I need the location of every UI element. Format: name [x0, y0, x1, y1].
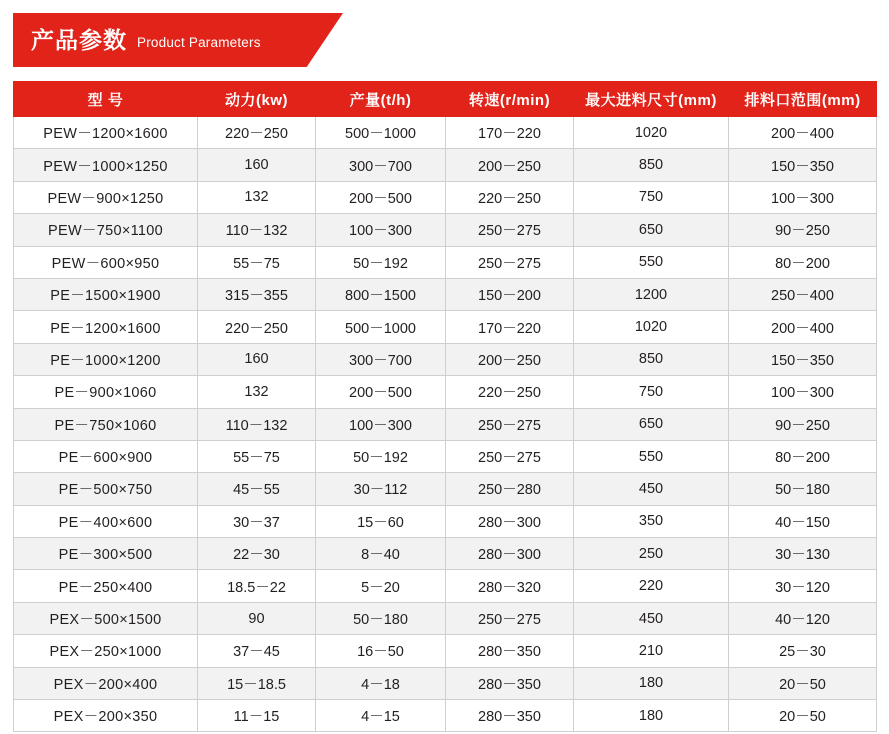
cell-max-feed-size: 550 [574, 440, 729, 472]
cell-capacity: 15－60 [316, 505, 446, 537]
table-row [14, 408, 877, 440]
cell-speed: 250－275 [446, 440, 574, 472]
cell-capacity: 4－15 [316, 700, 446, 732]
cell-capacity: 50－192 [316, 246, 446, 278]
table-row [14, 117, 877, 149]
cell-model: PEX－500×1500 [14, 602, 198, 634]
table-row [14, 635, 877, 667]
cell-capacity: 4－18 [316, 667, 446, 699]
banner-text-group [13, 13, 343, 67]
cell-capacity: 8－40 [316, 538, 446, 570]
cell-max-feed-size: 550 [574, 246, 729, 278]
parameters-table-container [13, 81, 876, 732]
banner-title-en: Product Parameters [137, 34, 261, 50]
table-header [14, 82, 877, 117]
cell-max-feed-size: 250 [574, 538, 729, 570]
cell-max-feed-size: 180 [574, 700, 729, 732]
parameters-table [13, 81, 877, 732]
cell-discharge-range: 90－250 [729, 408, 877, 440]
cell-speed: 150－200 [446, 278, 574, 310]
cell-capacity: 30－112 [316, 473, 446, 505]
column-header-power: 动力(kw) [198, 82, 316, 117]
cell-discharge-range: 30－120 [729, 570, 877, 602]
cell-power: 45－55 [198, 473, 316, 505]
cell-discharge-range: 20－50 [729, 667, 877, 699]
cell-max-feed-size: 750 [574, 181, 729, 213]
cell-capacity: 200－500 [316, 376, 446, 408]
cell-power: 18.5－22 [198, 570, 316, 602]
cell-discharge-range: 200－400 [729, 117, 877, 149]
table-body [14, 117, 877, 732]
section-banner [13, 13, 343, 67]
table-row [14, 149, 877, 181]
cell-speed: 250－275 [446, 214, 574, 246]
cell-speed: 280－350 [446, 700, 574, 732]
cell-model: PE－400×600 [14, 505, 198, 537]
cell-power: 160 [198, 149, 316, 181]
cell-power: 55－75 [198, 440, 316, 472]
cell-discharge-range: 100－300 [729, 181, 877, 213]
cell-model: PE－1200×1600 [14, 311, 198, 343]
cell-speed: 280－300 [446, 505, 574, 537]
cell-speed: 280－320 [446, 570, 574, 602]
cell-power: 160 [198, 343, 316, 375]
cell-power: 220－250 [198, 311, 316, 343]
cell-power: 15－18.5 [198, 667, 316, 699]
cell-power: 132 [198, 376, 316, 408]
table-row [14, 343, 877, 375]
cell-max-feed-size: 450 [574, 602, 729, 634]
cell-model: PEW－750×1100 [14, 214, 198, 246]
cell-capacity: 800－1500 [316, 278, 446, 310]
product-parameters-page [0, 13, 889, 734]
cell-model: PEW－600×950 [14, 246, 198, 278]
column-header-capacity: 产量(t/h) [316, 82, 446, 117]
cell-max-feed-size: 1200 [574, 278, 729, 310]
cell-max-feed-size: 650 [574, 214, 729, 246]
cell-capacity: 100－300 [316, 408, 446, 440]
table-row [14, 376, 877, 408]
cell-power: 90 [198, 602, 316, 634]
cell-power: 220－250 [198, 117, 316, 149]
cell-speed: 250－280 [446, 473, 574, 505]
table-row [14, 570, 877, 602]
cell-power: 55－75 [198, 246, 316, 278]
cell-model: PE－300×500 [14, 538, 198, 570]
cell-speed: 170－220 [446, 311, 574, 343]
cell-discharge-range: 90－250 [729, 214, 877, 246]
column-header-model: 型 号 [14, 82, 198, 117]
cell-discharge-range: 200－400 [729, 311, 877, 343]
cell-model: PE－1000×1200 [14, 343, 198, 375]
cell-speed: 280－350 [446, 635, 574, 667]
cell-power: 132 [198, 181, 316, 213]
cell-discharge-range: 150－350 [729, 149, 877, 181]
banner-title-cn: 产品参数 [31, 26, 127, 53]
cell-model: PEX－200×400 [14, 667, 198, 699]
cell-discharge-range: 30－130 [729, 538, 877, 570]
cell-max-feed-size: 850 [574, 149, 729, 181]
cell-capacity: 300－700 [316, 343, 446, 375]
cell-speed: 250－275 [446, 602, 574, 634]
cell-capacity: 100－300 [316, 214, 446, 246]
table-row [14, 505, 877, 537]
cell-speed: 200－250 [446, 343, 574, 375]
cell-speed: 280－300 [446, 538, 574, 570]
cell-max-feed-size: 450 [574, 473, 729, 505]
cell-model: PEX－250×1000 [14, 635, 198, 667]
column-header-max-feed-size: 最大进料尺寸(mm) [574, 82, 729, 117]
cell-model: PE－750×1060 [14, 408, 198, 440]
table-row [14, 538, 877, 570]
cell-capacity: 5－20 [316, 570, 446, 602]
table-header-row [14, 82, 877, 117]
table-row [14, 278, 877, 310]
cell-model: PE－900×1060 [14, 376, 198, 408]
cell-discharge-range: 150－350 [729, 343, 877, 375]
cell-model: PEW－1200×1600 [14, 117, 198, 149]
cell-max-feed-size: 210 [574, 635, 729, 667]
table-row [14, 602, 877, 634]
table-row [14, 700, 877, 732]
cell-max-feed-size: 1020 [574, 117, 729, 149]
cell-capacity: 50－192 [316, 440, 446, 472]
cell-power: 11－15 [198, 700, 316, 732]
table-row [14, 473, 877, 505]
cell-capacity: 200－500 [316, 181, 446, 213]
table-row [14, 181, 877, 213]
cell-speed: 250－275 [446, 246, 574, 278]
cell-capacity: 300－700 [316, 149, 446, 181]
cell-power: 110－132 [198, 408, 316, 440]
cell-capacity: 50－180 [316, 602, 446, 634]
table-row [14, 667, 877, 699]
cell-max-feed-size: 850 [574, 343, 729, 375]
cell-max-feed-size: 750 [574, 376, 729, 408]
cell-power: 110－132 [198, 214, 316, 246]
cell-capacity: 16－50 [316, 635, 446, 667]
cell-speed: 280－350 [446, 667, 574, 699]
cell-discharge-range: 100－300 [729, 376, 877, 408]
cell-model: PE－250×400 [14, 570, 198, 602]
cell-discharge-range: 40－150 [729, 505, 877, 537]
column-header-speed: 转速(r/min) [446, 82, 574, 117]
cell-model: PEW－900×1250 [14, 181, 198, 213]
cell-model: PEX－200×350 [14, 700, 198, 732]
cell-speed: 170－220 [446, 117, 574, 149]
table-row [14, 440, 877, 472]
cell-speed: 200－250 [446, 149, 574, 181]
table-row [14, 311, 877, 343]
cell-discharge-range: 250－400 [729, 278, 877, 310]
cell-discharge-range: 40－120 [729, 602, 877, 634]
cell-speed: 220－250 [446, 376, 574, 408]
cell-discharge-range: 80－200 [729, 246, 877, 278]
table-row [14, 214, 877, 246]
cell-speed: 220－250 [446, 181, 574, 213]
cell-model: PE－600×900 [14, 440, 198, 472]
table-row [14, 246, 877, 278]
cell-power: 315－355 [198, 278, 316, 310]
cell-speed: 250－275 [446, 408, 574, 440]
cell-discharge-range: 20－50 [729, 700, 877, 732]
cell-max-feed-size: 650 [574, 408, 729, 440]
cell-model: PEW－1000×1250 [14, 149, 198, 181]
cell-max-feed-size: 1020 [574, 311, 729, 343]
cell-model: PE－1500×1900 [14, 278, 198, 310]
cell-power: 37－45 [198, 635, 316, 667]
cell-model: PE－500×750 [14, 473, 198, 505]
cell-capacity: 500－1000 [316, 311, 446, 343]
cell-discharge-range: 25－30 [729, 635, 877, 667]
cell-max-feed-size: 350 [574, 505, 729, 537]
cell-power: 30－37 [198, 505, 316, 537]
cell-capacity: 500－1000 [316, 117, 446, 149]
cell-max-feed-size: 180 [574, 667, 729, 699]
column-header-discharge-range: 排料口范围(mm) [729, 82, 877, 117]
cell-power: 22－30 [198, 538, 316, 570]
cell-max-feed-size: 220 [574, 570, 729, 602]
cell-discharge-range: 80－200 [729, 440, 877, 472]
cell-discharge-range: 50－180 [729, 473, 877, 505]
